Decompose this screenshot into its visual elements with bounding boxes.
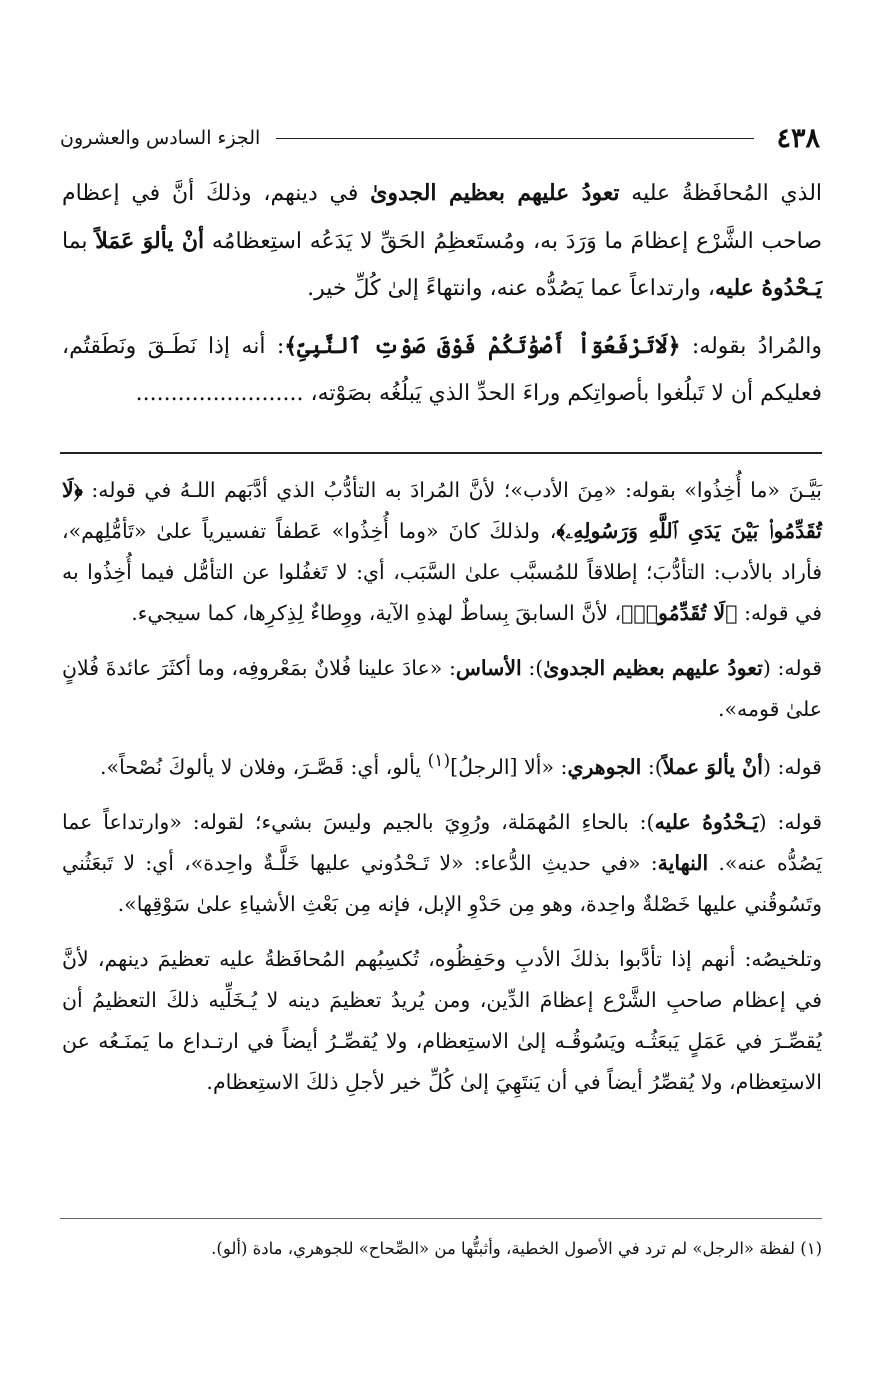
running-title: الجزء السادس والعشرون [60,127,261,149]
commentary-separator [60,452,822,454]
footnote-text: (١) لفظة «الرجل» لم ترد في الأصول الخطية، وأثبتُّها من «الصِّحاح» للجوهري، مادة (ألو). [211,1239,822,1258]
bold-phrase: يَـحْدُوهُ عليه [715,275,822,302]
main-text [62,170,822,417]
source-name: الأساس [455,656,522,680]
bold-phrase: تعودُ عليهم بعظيم الجدوىٰ [370,180,620,206]
commentary-paragraph-3: قوله: (أنْ يألوَ عملاً): الجوهري: «ألا [الرجلُ]$^{(١)}$ يألو، أي: قَصَّـرَ، وفلان لا يألوكَ نُصْحاً». [100,751,822,779]
footnote [62,1234,822,1264]
continuation-dots: ........................ [135,380,304,406]
footnote-marker[interactable]: (١) [427,751,451,771]
commentary-paragraph-2: قوله: (تعودُ عليهم بعظيم الجدوىٰ): الأساس: «عادَ علينا فُلانٌ بمَعْروفِه، وما أكثَرَ عائدةَ فُلانٍ علىٰ قومه». [62,656,823,721]
footnote-separator [60,1218,822,1219]
source-name: النهاية [657,850,709,875]
bold-phrase: أنْ يألوَ عَمَلاً [95,227,205,254]
page-number: ٤٣٨ [776,122,820,154]
quran-verse: ﴿لَا تُقَدِّمُوا۟﴾ [621,601,738,625]
commentary-paragraph-5: وتلخيصُه: أنهم إذا تأدَّبوا بذلكَ الأدبِ وحَفِظُوه، تُكسِبُهم المُحافَظةُ عليه تعظيمَ دينهم، لأنَّ في إعظام صاحبِ الشَّرْع إعظامَ الدِّين، ومن يُريدُ تعظيمَ دينه لا يُـخَلِّيه ذلكَ التعظيمُ أن يُقصِّـرَ في عَمَلٍ يَبعَثُـه ويَسُوقُـه إلىٰ الاستِعظام، ولا يُقصِّـرُ أيضاً في ارتـداع ما يَمنَـعُه عن الاستِعظام، ولا يُقصِّرُ أيضاً في أن يَنتَهِيَ إلىٰ كُلِّ خير لأجلِ ذلكَ الاستِعظام. [62,946,822,1094]
header-rule [276,138,754,139]
quran-verse: ﴿لَا تُقَدِّمُوا۟ بَيْنَ يَدَىِ ٱللَّهِ وَرَسُولِهِۦ﴾ [62,478,822,543]
commentary-text [62,470,822,1103]
quran-verse: ﴿لَاتَرْفَعُوٓاْ أَصْوَٰتَكُمْ فَوْقَ صَوْتِ ٱلنَّبِىِّ﴾ [284,332,681,359]
main-paragraph-1: الذي المُحافَظةُ عليه تعودُ عليهم بعظيم الجدوىٰ في دينهم، وذلكَ أنَّ في إعظام صاحب الشَّرْع إعظامَ ما وَرَدَ به، ومُستَعظِمُ الحَقِّ لا يَدَعُه استِعظامُه أنْ يألوَ عَمَلاً بما يَـحْدُوهُ عليه، وارتداعاً عما يَصُدُّه عنه، وانتهاءً إلىٰ كُلِّ خير. [62,180,823,302]
page-header [60,118,820,158]
source-name: الجوهري [567,754,642,779]
commentary-paragraph-4: قوله: (يَـحْدُوهُ عليه): بالحاءِ المُهمَلة، ورُوِيَ بالجيم وليسَ بشيء؛ لقوله: «وارتداعاً عما يَصُدُّه عنه». النهاية: «في حديثِ الدُّعاء: «لا تَـحْدُوني عليها خَلَّـةٌ واحِدة»، أي: لا تَبعَثُني وتَسُوقُني عليها خَصْلةٌ واحِدة، وهو مِن حَدْوِ الإبل، فإنه مِن بَعْثِ الأشياءِ علىٰ سَوْقِها». [62,809,822,916]
commentary-paragraph-1: بَيَّـنَ «ما أُخِذُوا» بقوله: «مِنَ الأدب»؛ لأنَّ المُرادَ به التأدُّبُ الذي أدَّبَهم اللـهُ في قوله: ﴿لَا تُقَدِّمُوا۟ بَيْنَ يَدَىِ ٱللَّهِ وَرَسُولِهِۦ﴾، ولذلكَ كانَ «وما أُخِذُوا» عَطفاً تفسيرياً علىٰ «تَأمُّلِهم»، فأراد بالأدب: التأدُّبَ؛ إطلاقاً للمُسبَّب علىٰ السَّبَب، أي: لا تَغفُلوا عن التأمُّل فيما أُخِذُوا به في قوله: ﴿لَا تُقَدِّمُوا۟﴾، لأنَّ السابقَ بِساطٌ لهذهِ الآية، ووِطاءٌ لِذِكرِها، كما سيجيء. [62,478,822,625]
main-paragraph-2: والمُرادُ بقوله: ﴿لَاتَرْفَعُوٓاْ أَصْوَٰتَكُمْ فَوْقَ صَوْتِ ٱلنَّبِىِّ﴾: أنه إذا نَطَـقَ ونَطَقتُم، فعليكم أن لا تَبلُغوا بأصواتِكم وراءَ الحدِّ الذي يَبلُغُه بصَوْته، ........................ [62,332,822,406]
